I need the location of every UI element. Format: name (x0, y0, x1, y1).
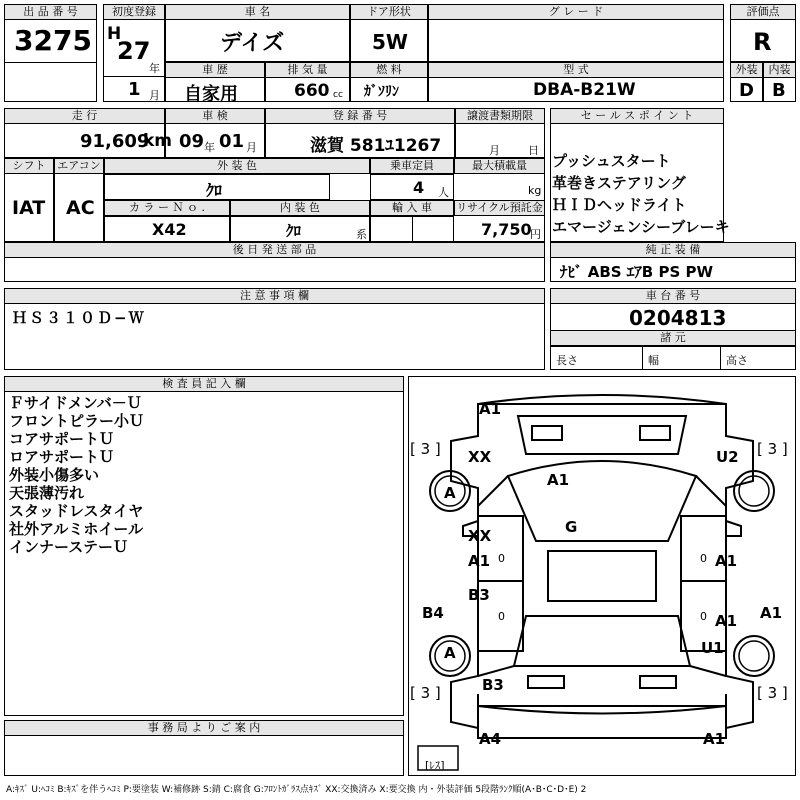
damage-label: B4 (422, 604, 444, 622)
recycle-label: リサイクル預託金 (454, 200, 545, 216)
ext-label: 外装 (730, 62, 763, 78)
insp-month-unit: 月 (246, 141, 257, 154)
damage-label: A1 (479, 400, 502, 418)
right-mirror (726, 521, 741, 536)
damage-label: B3 (482, 676, 504, 694)
intcolor: ｸﾛ (286, 222, 302, 240)
shift-label: シフト (4, 158, 54, 174)
wheel-rr-inner (739, 641, 769, 671)
fuel-label: 燃 料 (350, 62, 428, 78)
transfer-label: 譲渡書類期限 (455, 108, 545, 124)
zero-mark: 0 (700, 610, 707, 623)
import-divider (412, 216, 413, 242)
zero-mark: 0 (700, 552, 707, 565)
sales-point: エマージェンシーブレーキ (552, 218, 730, 236)
disp-unit: cc (333, 90, 343, 100)
era: H (107, 24, 122, 44)
left-front-door (478, 516, 523, 581)
tail-right (640, 676, 676, 688)
load-unit: kg (528, 184, 542, 197)
inspector-line: インナーステーＵ (9, 538, 128, 556)
inspector-line: Ｆサイドメンバ－Ｕ (9, 394, 142, 412)
color-label: 外 装 色 (104, 158, 370, 174)
int-grade: B (772, 80, 786, 101)
dim-length: 長さ (556, 354, 578, 367)
mileage-unit: km (143, 131, 173, 151)
fuel: ｶﾞｿﾘﾝ (364, 84, 399, 100)
reg-year: 27 (117, 37, 151, 65)
colorno-label: カ ラ ー Ｎ ｏ . (104, 200, 230, 216)
dims-label: 諸 元 (550, 330, 796, 346)
damage-label: A1 (760, 604, 783, 622)
insp-year: 09 (179, 131, 205, 152)
equipment: ﾅﾋﾞ ABS ｴｱB PS PW (560, 263, 714, 281)
inspection-label: 車 検 (165, 108, 265, 124)
equip-label: 純 正 装 備 (550, 242, 796, 258)
grade-label: グ レ ー ド (428, 4, 724, 20)
inspector-label: 検 査 員 記 入 欄 (4, 376, 404, 392)
inspector-line: 外装小傷多い (9, 466, 100, 484)
insp-year-unit: 年 (204, 141, 215, 154)
capacity-label: 乗車定員 (370, 158, 454, 174)
damage-label: U1 (701, 639, 724, 657)
sales-label: セ ー ル ス ポ イ ン ト (550, 108, 724, 124)
wheel-rr (734, 636, 774, 676)
inspector-lines (9, 394, 144, 556)
inspector-line: 天張薄汚れ (9, 484, 85, 502)
roof (548, 551, 656, 601)
transfer-month: 月 (489, 144, 500, 157)
lot-divider (4, 62, 97, 102)
model: DBA-B21W (533, 80, 636, 100)
ac: AC (66, 197, 95, 219)
grille-right (640, 426, 670, 440)
color: ｸﾛ (206, 181, 223, 200)
load-label: 最大積載量 (454, 158, 545, 174)
door-type: 5W (372, 30, 408, 54)
damage-label: A (444, 644, 456, 662)
damage-label: A4 (479, 730, 502, 748)
intcolor-label: 内 装 色 (230, 200, 370, 216)
model-label: 型 式 (428, 62, 724, 78)
reg-label: 登 録 番 号 (265, 108, 455, 124)
tire-depth: [ 3 ] (757, 440, 788, 458)
right-front-door (681, 516, 726, 581)
history-label: 車 歴 (165, 62, 265, 78)
displacement: 660 (294, 81, 330, 101)
history: 自家用 (184, 84, 238, 105)
damage-label: A1 (468, 552, 491, 570)
mileage: 91,609 (80, 131, 150, 152)
reg-month: 1 (128, 79, 141, 100)
colorno: X42 (152, 220, 187, 239)
later-label: 後 日 発 送 部 品 (4, 242, 545, 258)
chassis-number: 0204813 (629, 306, 727, 330)
damage-label: A1 (703, 730, 726, 748)
damage-label: G (565, 518, 578, 536)
damage-label: B3 (468, 586, 490, 604)
capacity-unit: 人 (438, 186, 449, 199)
inspector-line: コアサポートＵ (9, 430, 115, 448)
dims-divider-1 (642, 346, 643, 370)
transfer-day: 日 (528, 144, 539, 157)
name-label: 車 名 (165, 4, 350, 20)
damage-label: A (444, 484, 456, 502)
sales-point: ＨＩＤヘッドライト (552, 196, 687, 214)
notes-text: ＨＳ３１０Ｄ−Ｗ (12, 309, 146, 327)
mileage-label: 走 行 (4, 108, 165, 124)
door-label: ドア形状 (350, 4, 428, 20)
intcolor-unit: 系 (356, 228, 367, 241)
rear-bumper (478, 706, 726, 714)
damage-label: A1 (547, 471, 570, 489)
shift: IAT (12, 197, 46, 219)
tire-depth: [ 3 ] (410, 684, 441, 702)
inspector-line: 社外アルミホイール (9, 520, 144, 538)
rear-glass (514, 616, 690, 666)
int-label: 内装 (763, 62, 796, 78)
damage-label: U2 (716, 448, 739, 466)
office-label: 事 務 局 よ り ご 案 内 (4, 720, 404, 736)
reg-year-unit: 年 (149, 62, 160, 75)
inspector-line: フロントピラー小Ｕ (9, 412, 145, 430)
inspector-line: ロアサポートＵ (9, 448, 115, 466)
reg-month-unit: 月 (149, 89, 160, 102)
notes-label: 注 意 事 項 欄 (4, 288, 545, 304)
lot-number: 3275 (14, 24, 92, 57)
grille-left (532, 426, 562, 440)
reg-number: 滋賀 581ﾕ1267 (310, 136, 442, 156)
ac-label: エアコン (54, 158, 104, 174)
insp-month: 01 (219, 131, 245, 152)
spare-tire-label: [ﾚｽ] (425, 759, 445, 772)
tire-depth: [ 3 ] (410, 440, 441, 458)
dims-divider-2 (720, 346, 721, 370)
windshield (508, 461, 696, 541)
damage-label: A1 (715, 612, 738, 630)
car-name: デイズ (220, 31, 285, 56)
sales-point: プッシュスタート (552, 152, 671, 170)
score-label: 評価点 (730, 4, 796, 20)
chassis-label: 車 台 番 号 (550, 288, 796, 304)
c-pillar (478, 666, 726, 676)
zero-mark: 0 (498, 610, 505, 623)
dim-height: 高さ (726, 354, 748, 367)
damage-label: XX (468, 527, 492, 545)
recycle: 7,750 (481, 220, 532, 239)
sales-points (552, 150, 730, 238)
zero-mark: 0 (498, 552, 505, 565)
damage-label: XX (468, 448, 492, 466)
inspector-line: スタッドレスタイヤ (9, 502, 144, 520)
dim-width: 幅 (648, 354, 659, 367)
score: R (753, 28, 772, 56)
import-label: 輸 入 車 (370, 200, 454, 216)
disp-label: 排 気 量 (265, 62, 350, 78)
sales-point: 革巻きステアリング (552, 174, 686, 192)
recycle-unit: 円 (530, 228, 541, 241)
tail-left (528, 676, 564, 688)
ext-grade: D (739, 80, 754, 101)
tire-depth: [ 3 ] (757, 684, 788, 702)
capacity: 4 (413, 178, 425, 197)
dims-row (550, 346, 796, 370)
hood (518, 416, 686, 454)
front-bumper (478, 395, 726, 404)
lot-number-label: 出 品 番 号 (4, 4, 97, 20)
legend: A:ｷｽﾞ U:ﾍｺﾐ B:ｷｽﾞを伴うﾍｺﾐ P:要塗装 W:補修跡 S:錆 C:腐食 G:ﾌﾛﾝﾄｶﾞﾗｽ点ｷｽﾞ XX:交換済み X:要交換 内・外装評価 5段階ﾗﾝｸ順(A･B･C･D･E) 2 (6, 785, 587, 795)
first-reg-label: 初度登録 (103, 4, 165, 20)
car-diagram (408, 376, 796, 776)
damage-label: A1 (715, 552, 738, 570)
